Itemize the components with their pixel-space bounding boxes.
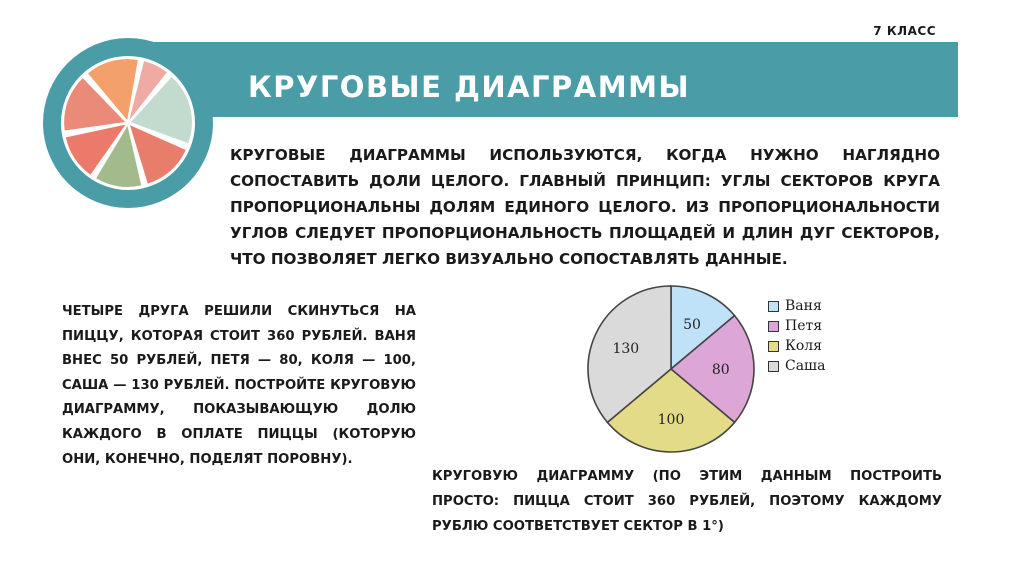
page-title: КРУГОВЫЕ ДИАГРАММЫ — [248, 70, 690, 104]
legend-item — [768, 296, 825, 316]
legend-label: Саша — [785, 358, 826, 374]
legend-label: Ваня — [785, 298, 822, 314]
pie-slice-label: 80 — [711, 362, 730, 378]
legend-swatch — [768, 341, 779, 352]
pie-slice-label: 50 — [683, 316, 701, 333]
pie-chart — [570, 274, 770, 464]
legend-item — [768, 356, 825, 376]
legend-swatch — [768, 301, 779, 312]
pie-slice-label: 100 — [657, 411, 685, 428]
note-paragraph: КРУГОВУЮ ДИАГРАММУ (ПО ЭТИМ ДАННЫМ ПОСТРОИТЬ ПРОСТО: ПИЦЦА СТОИТ 360 РУБЛЕЙ, ПОЭТОМУ КАЖДОМУ РУБЛЮ СООТВЕТСТВУЕТ СЕКТОР В 1°) — [432, 469, 942, 534]
legend-item — [768, 336, 825, 356]
chart-legend — [768, 296, 825, 376]
intro-paragraph: КРУГОВЫЕ ДИАГРАММЫ ИСПОЛЬЗУЮТСЯ, КОГДА НУЖНО НАГЛЯДНО СОПОСТАВИТЬ ДОЛИ ЦЕЛОГО. ГЛАВНЫЙ ПРИНЦИП: УГЛЫ СЕКТОРОВ КРУГА ПРОПОРЦИОНАЛЬНЫ ДОЛЯМ ЕДИНОГО ЦЕЛОГО. ИЗ ПРОПОРЦИОНАЛЬНОСТИ УГЛОВ СЛЕДУЕТ ПРОПОРЦИОНАЛЬНОСТЬ ПЛОЩАДЕЙ И ДЛИН ДУГ СЕКТОРОВ, ЧТО ПОЗВОЛЯЕТ ЛЕГКО ВИЗУАЛЬНО СОПОСТАВЛЯТЬ ДАННЫЕ. — [230, 146, 940, 268]
legend-swatch — [768, 361, 779, 372]
legend-label: Коля — [785, 338, 822, 354]
pie-slice-label: 130 — [612, 340, 640, 357]
legend-swatch — [768, 321, 779, 332]
legend-item — [768, 316, 825, 336]
pie-chart-logo-icon — [42, 37, 214, 209]
legend-label: Петя — [785, 318, 823, 334]
task-paragraph: ЧЕТЫРЕ ДРУГА РЕШИЛИ СКИНУТЬСЯ НА ПИЦЦУ, КОТОРАЯ СТОИТ 360 РУБЛЕЙ. ВАНЯ ВНЕС 50 РУБЛЕЙ, ПЕТЯ — 80, КОЛЯ — 100, САША — 130 РУБЛЕЙ. ПОСТРОЙТЕ КРУГОВУЮ ДИАГРАММУ, ПОКАЗЫВАЮЩУЮ ДОЛЮ КАЖДОГО В ОПЛАТЕ ПИЦЦЫ (КОТОРУЮ ОНИ, КОНЕЧНО, ПОДЕЛЯТ ПОРОВНУ). — [62, 304, 416, 467]
grade-label: 7 КЛАСС — [873, 24, 936, 38]
